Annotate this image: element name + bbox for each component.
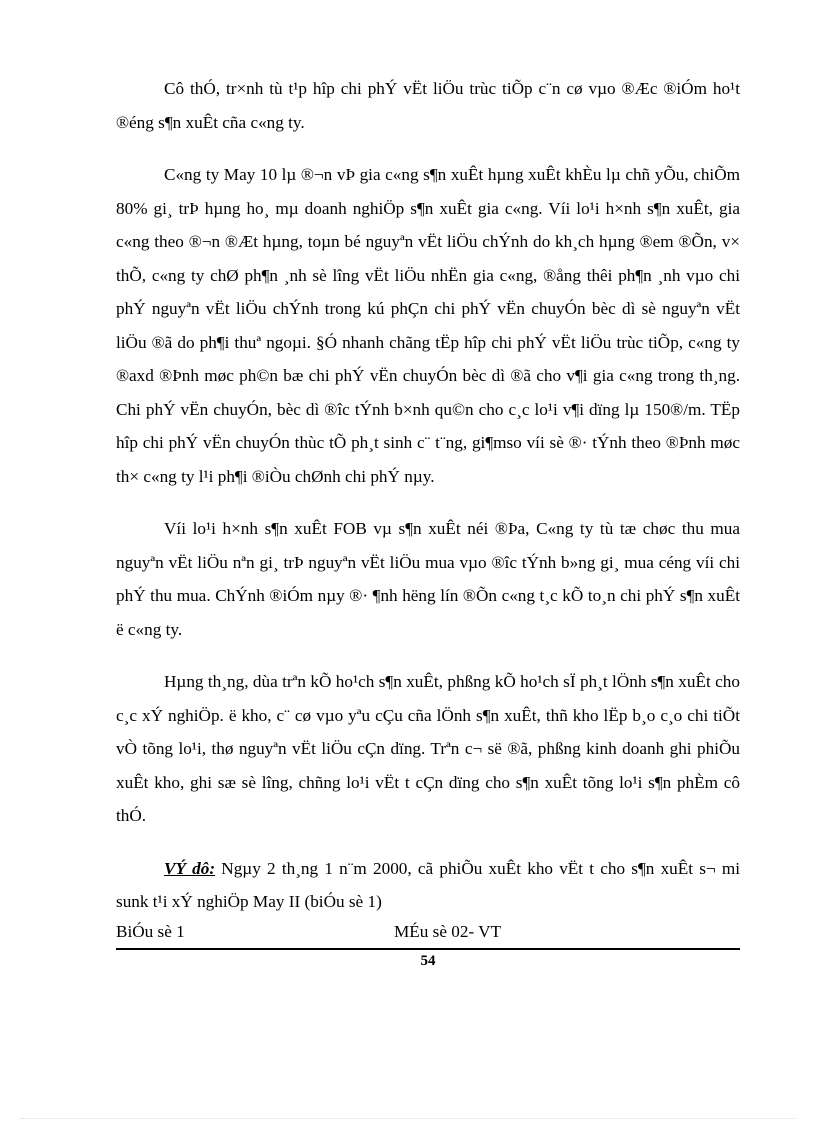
page-bottom-divider [20, 1118, 796, 1119]
table-caption-right: MÉu sè 02- VT [394, 922, 502, 941]
document-body [116, 72, 740, 919]
paragraph-2: C«ng ty May 10 lµ ®¬n vÞ gia c«ng s¶n xuÊt hµng xuÊt khÈu lµ chñ yÕu, chiÕm 80% gi¸ trÞ hµng ho¸ mµ doanh nghiÖp s¶n xuÊt gia c«ng. Víi lo¹i h×nh s¶n xuÊt, gia c«ng theo ®¬n ®Æt hµng, toµn bé nguyªn vËt liÖu chÝnh do kh¸ch hµng ®em ®Õn, v× thÕ, c«ng ty chØ ph¶n ¸nh sè lîng vËt liÖu nhËn gia c«ng, ®ång thêi ph¶n ¸nh vµo chi phÝ nguyªn vËt liÖu chÝnh trong kú phÇn chi phÝ vËn chuyÓn bèc dì sè nguyªn vËt liÖu ®ã do ph¶i thuª ngoµi. §Ó nhanh chãng tËp hîp chi phÝ vËt liÖu trùc tiÕp, c«ng ty ®axd ®Þnh møc ph©n bæ chi phÝ vËn chuyÓn bèc dì ®ã cho v¶i gia c«ng trong th¸ng. Chi phÝ vËn chuyÓn, bèc dì ®îc tÝnh b×nh qu©n cho c¸c lo¹i v¶i dïng lµ 150®/m. TËp hîp chi phÝ vËn chuyÓn thùc tÕ ph¸t sinh c¨ t¨ng, gi¶mso víi sè ®· tÝnh theo ®Þnh møc th× c«ng ty l¹i ph¶i ®iÒu chØnh chi phÝ nµy. [116, 165, 740, 486]
table-caption-row [116, 918, 740, 950]
paragraph-1: Cô thÓ, tr×nh tù t¹p hîp chi phÝ vËt liÖu trùc tiÕp c¨n cø vµo ®Æc ®iÓm ho¹t ®éng s¶n xuÊt cña c«ng ty. [116, 79, 740, 132]
paragraph-4: Hµng th¸ng, dùa trªn kÕ ho¹ch s¶n xuÊt, phßng kÕ ho¹ch sÏ ph¸t lÖnh s¶n xuÊt cho c¸c xÝ nghiÖp. ë kho, c¨ cø vµo yªu cÇu cña lÖnh s¶n xuÊt, thñ kho lËp b¸o c¸o chi tiÕt vÒ tõng lo¹i, thø nguyªn vËt liÖu cÇn dïng. Trªn c¬ së ®ã, phßng kinh doanh ghi phiÕu xuÊt kho, ghi sæ sè lîng, chñng lo¹i vËt t cÇn dïng cho s¶n xuÊt tõng lo¹i s¶n phÈm cô thÓ. [116, 672, 740, 825]
example-text: Ngµy 2 th¸ng 1 n¨m 2000, cã phiÕu xuÊt kho vËt t cho s¶n xuÊt s¬ mi sunk t¹i xÝ nghiÖp May II (biÓu sè 1) [116, 858, 740, 911]
table-caption-left: BiÓu sè 1 [116, 922, 185, 941]
example-label: VÝ dô: [164, 858, 216, 878]
example-paragraph [116, 852, 740, 919]
paragraph-3: Víi lo¹i h×nh s¶n xuÊt FOB vµ s¶n xuÊt néi ®Þa, C«ng ty tù tæ chøc thu mua nguyªn vËt liÖu nªn gi¸ trÞ nguyªn vËt liÖu mua vµo ®îc tÝnh b»ng gi¸ mua céng víi chi phÝ thu mua. ChÝnh ®iÓm nµy ®· ¶nh hëng lín ®Õn c«ng t¸c kÕ to¸n chi phÝ s¶n xuÊt ë c«ng ty. [116, 519, 740, 639]
page-number: 54 [420, 953, 436, 969]
